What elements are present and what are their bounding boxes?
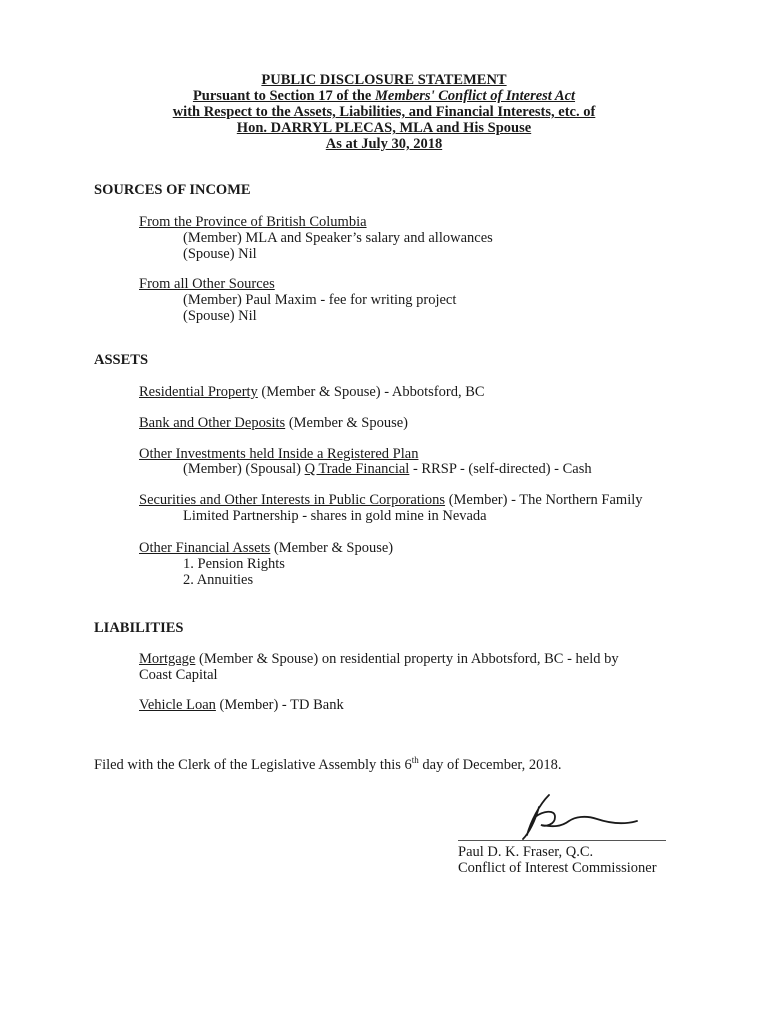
- income-other-label: From all Other Sources: [139, 276, 275, 292]
- asset-investments-pre: (Member) (Spousal): [183, 461, 305, 477]
- income-bc-label: From the Province of British Columbia: [139, 214, 367, 230]
- header-title: PUBLIC DISCLOSURE STATEMENT: [261, 72, 507, 88]
- asset-financial-item: 2. Annuities: [183, 572, 254, 588]
- header-date-line: As at July 30, 2018: [325, 136, 443, 152]
- liability-vehicle-label: Vehicle Loan: [139, 697, 216, 713]
- liability-mortgage-text2: Coast Capital: [139, 667, 218, 683]
- income-heading: SOURCES OF INCOME: [94, 182, 251, 198]
- liability-vehicle-text: (Member) - TD Bank: [215, 697, 344, 713]
- income-other-member: (Member) Paul Maxim - fee for writing project: [183, 292, 457, 308]
- asset-residential-label: Residential Property: [139, 384, 258, 400]
- asset-residential-text: (Member & Spouse) - Abbotsford, BC: [257, 384, 485, 400]
- filed-post: day of December, 2018.: [418, 756, 562, 773]
- header-respect-line: with Respect to the Assets, Liabilities, and Financial Interests, etc. of: [172, 104, 596, 120]
- asset-residential: [139, 384, 485, 400]
- income-other-spouse: (Spouse) Nil: [183, 308, 257, 324]
- header-act-name: Members' Conflict of Interest Act: [375, 88, 576, 104]
- asset-securities-text: (Member) - The Northern Family: [445, 492, 643, 508]
- asset-investments-post: - RRSP - (self-directed) - Cash: [409, 461, 592, 477]
- signature-line: [458, 840, 666, 841]
- filed-sup: th: [411, 755, 419, 765]
- handwritten-signature: [505, 787, 645, 847]
- asset-financial-item: 1. Pension Rights: [183, 556, 285, 572]
- asset-securities-text2: Limited Partnership - shares in gold mine in Nevada: [183, 508, 487, 524]
- document-header: [0, 72, 768, 152]
- asset-securities: [139, 492, 643, 508]
- filed-pre: Filed with the Clerk of the Legislative Assembly this 6: [94, 756, 412, 773]
- assets-heading: ASSETS: [94, 352, 149, 368]
- liabilities-heading: LIABILITIES: [94, 620, 184, 636]
- asset-bank-text: (Member & Spouse): [285, 415, 409, 431]
- liability-mortgage-text: (Member & Spouse) on residential property in Abbotsford, BC - held by: [195, 651, 619, 667]
- asset-bank: [139, 415, 408, 431]
- asset-financial-label: Other Financial Assets: [139, 540, 271, 556]
- asset-securities-label: Securities and Other Interests in Public Corporations: [139, 492, 446, 508]
- liability-vehicle: [139, 697, 344, 713]
- asset-investments-firm: Q Trade Financial: [304, 461, 410, 477]
- signatory-title: Conflict of Interest Commissioner: [458, 860, 657, 876]
- signatory-name: Paul D. K. Fraser, Q.C.: [458, 844, 594, 860]
- liability-mortgage: [139, 651, 619, 667]
- asset-bank-label: Bank and Other Deposits: [139, 415, 286, 431]
- income-bc-spouse: (Spouse) Nil: [183, 246, 257, 262]
- filed-statement: [94, 752, 562, 773]
- header-act-line: [0, 88, 768, 104]
- header-act-prefix: Pursuant to Section 17 of the: [192, 88, 375, 104]
- asset-financial-text: (Member & Spouse): [270, 540, 394, 556]
- asset-investments-label: Other Investments held Inside a Registered Plan: [139, 446, 419, 462]
- income-bc-member: (Member) MLA and Speaker’s salary and allowances: [183, 230, 493, 246]
- header-member-line: Hon. DARRYL PLECAS, MLA and His Spouse: [236, 120, 532, 136]
- asset-financial: [139, 540, 393, 556]
- asset-investments-detail: [183, 461, 592, 477]
- liability-mortgage-label: Mortgage: [139, 651, 196, 667]
